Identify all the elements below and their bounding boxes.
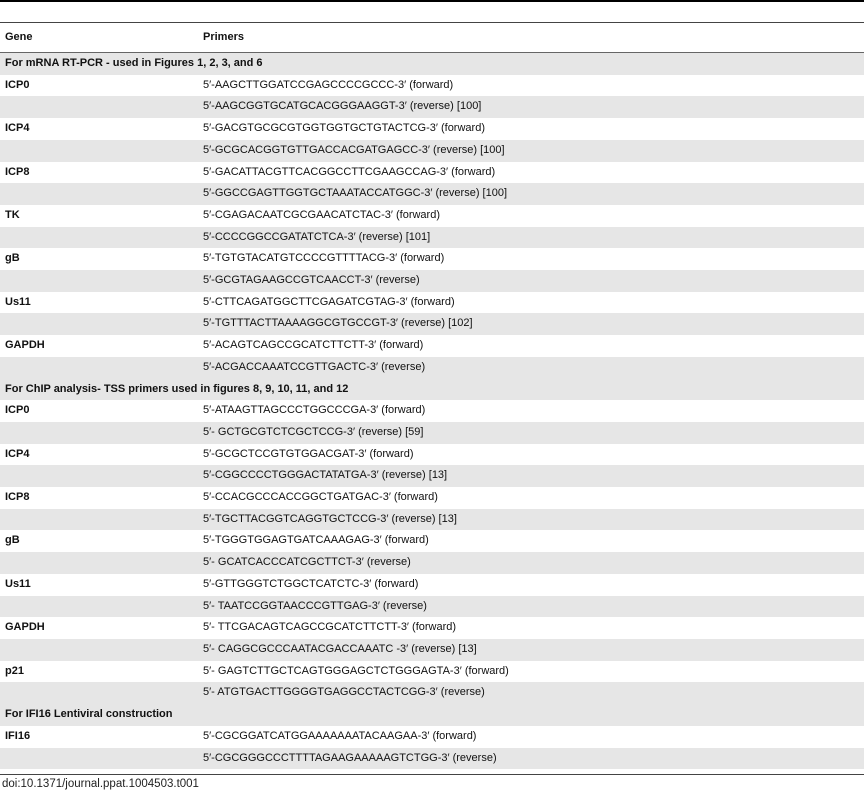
primer-cell: 5′-TGTGTACATGTCCCCGTTTTACG-3′ (forward) — [203, 252, 445, 265]
gene-cell: ICP8 — [5, 165, 30, 178]
table-row — [0, 205, 864, 227]
gene-cell: ICP4 — [5, 122, 30, 135]
primer-cell: 5′-TGGGTGGAGTGATCAAAGAG-3′ (forward) — [203, 534, 429, 547]
gene-cell — [0, 465, 198, 487]
section-label: For mRNA RT-PCR - used in Figures 1, 2, 3, and 6 — [0, 53, 864, 75]
table-row — [0, 661, 864, 683]
primer-cell: 5′- TTCGACAGTCAGCCGCATCTTCTT-3′ (forward) — [203, 621, 457, 634]
gene-cell — [0, 682, 198, 704]
gene-cell — [0, 509, 198, 531]
doi-caption: doi:10.1371/journal.ppat.1004503.t001 — [2, 778, 199, 790]
table-row — [0, 357, 864, 379]
primer-cell: 5′-GCGTAGAAGCCGTCAACCT-3′ (reverse) — [198, 270, 864, 292]
primer-cell: 5′-CGAGACAATCGCGAACATCTAC-3′ (forward) — [203, 208, 440, 221]
table-row — [0, 75, 864, 97]
primer-cell: 5′-TGTTTACTTAAAAGGCGTGCCGT-3′ (reverse) [102] — [198, 313, 864, 335]
gene-cell — [0, 639, 198, 661]
primer-cell: 5′-GACATTACGTTCACGGCCTTCGAAGCCAG-3′ (forward) — [203, 165, 496, 178]
table-row — [0, 487, 864, 509]
gene-cell — [0, 596, 198, 618]
gene-cell: Us11 — [5, 295, 31, 308]
primer-cell: 5′-CGCGGATCATGGAAAAAAATACAAGAA-3′ (forward) — [203, 729, 477, 742]
gene-cell — [0, 357, 198, 379]
primer-cell: 5′- ATGTGACTTGGGGTGAGGCCTACTCGG-3′ (reverse) — [198, 682, 864, 704]
gene-cell: Us11 — [5, 577, 31, 590]
gene-cell — [0, 748, 198, 770]
primer-cell: 5′-ATAAGTTAGCCCTGGCCCGA-3′ (forward) — [203, 404, 426, 417]
gene-cell: TK — [5, 208, 20, 221]
gene-cell — [0, 140, 198, 162]
section-label: For ChIP analysis- TSS primers used in figures 8, 9, 10, 11, and 12 — [0, 379, 864, 401]
table-row — [0, 617, 864, 639]
table-row — [0, 465, 864, 487]
table-row — [0, 162, 864, 184]
gene-cell: ICP0 — [5, 78, 30, 91]
primer-cell: 5′-CGGCCCCTGGGACTATATGA-3′ (reverse) [13] — [198, 465, 864, 487]
table-row — [0, 682, 864, 704]
primer-cell: 5′-GACGTGCGCGTGGTGGTGCTGTACTCG-3′ (forward) — [203, 122, 485, 135]
primer-cell: 5′- GCATCACCCATCGCTTCT-3′ (reverse) — [198, 552, 864, 574]
table-row — [0, 574, 864, 596]
table-row — [0, 183, 864, 205]
gene-cell: ICP0 — [5, 404, 30, 417]
table-row — [0, 726, 864, 748]
gene-cell: GAPDH — [5, 621, 45, 634]
section-label: For IFI16 Lentiviral construction — [0, 704, 864, 726]
table-row — [0, 400, 864, 422]
gene-cell — [0, 422, 198, 444]
primer-cell: 5′-GCGCTCCGTGTGGACGAT-3′ (forward) — [203, 447, 414, 460]
gene-cell — [0, 552, 198, 574]
table-row — [0, 227, 864, 249]
primer-cell: 5′-CCCCGGCCGATATCTCA-3′ (reverse) [101] — [198, 227, 864, 249]
table-row — [0, 444, 864, 466]
primer-cell: 5′-CGCGGGCCCTTTTAGAAGAAAAAGTCTGG-3′ (reverse) — [198, 748, 864, 770]
primer-cell: 5′-GGCCGAGTTGGTGCTAAATACCATGGC-3′ (reverse) [100] — [198, 183, 864, 205]
table-row — [0, 292, 864, 314]
gene-cell: ICP8 — [5, 491, 30, 504]
table-bottom-rule — [0, 774, 864, 775]
table-row — [0, 748, 864, 770]
gene-cell: gB — [5, 252, 20, 265]
primer-cell: 5′-GTTGGGTCTGGCTCATCTC-3′ (forward) — [203, 577, 419, 590]
primer-cell: 5′- CAGGCGCCCAATACGACCAAATC -3′ (reverse) [13] — [198, 639, 864, 661]
table-row — [0, 639, 864, 661]
gene-cell: IFI16 — [5, 729, 31, 742]
gene-cell: GAPDH — [5, 339, 45, 352]
table-row — [0, 270, 864, 292]
primer-cell: 5′- GAGTCTTGCTCAGTGGGAGCTCTGGGAGTA-3′ (forward) — [203, 664, 509, 677]
table-body — [0, 53, 864, 770]
table-row — [0, 596, 864, 618]
table-header-row — [0, 23, 864, 53]
primer-cell: 5′-AAGCTTGGATCCGAGCCCCGCCC-3′ (forward) — [203, 78, 454, 91]
table-row — [0, 118, 864, 140]
gene-cell — [0, 313, 198, 335]
section-header-row — [0, 704, 864, 726]
gene-cell — [0, 227, 198, 249]
primer-cell: 5′-TGCTTACGGTCAGGTGCTCCG-3′ (reverse) [13] — [198, 509, 864, 531]
table-row — [0, 530, 864, 552]
table-row — [0, 96, 864, 118]
primer-cell: 5′-AAGCGGTGCATGCACGGGAAGGT-3′ (reverse) [100] — [198, 96, 864, 118]
section-header-row — [0, 379, 864, 401]
gene-cell — [0, 96, 198, 118]
primer-cell: 5′-CCACGCCCACCGGCTGATGAC-3′ (forward) — [203, 491, 438, 504]
gene-cell — [0, 270, 198, 292]
table-row — [0, 335, 864, 357]
gene-column-header: Gene — [0, 23, 198, 53]
gene-cell: ICP4 — [5, 447, 30, 460]
primer-cell: 5′- TAATCCGGTAACCCGTTGAG-3′ (reverse) — [198, 596, 864, 618]
primer-cell: 5′-ACGACCAAATCCGTTGACTC-3′ (reverse) — [198, 357, 864, 379]
table-row — [0, 313, 864, 335]
primer-cell: 5′-ACAGTCAGCCGCATCTTCTT-3′ (forward) — [203, 339, 424, 352]
table-row — [0, 552, 864, 574]
primer-table — [0, 23, 864, 769]
primer-cell: 5′- GCTGCGTCTCGCTCCG-3′ (reverse) [59] — [198, 422, 864, 444]
table-row — [0, 422, 864, 444]
table-row — [0, 509, 864, 531]
table-row — [0, 140, 864, 162]
gene-cell — [0, 183, 198, 205]
section-header-row — [0, 53, 864, 75]
primer-cell: 5′-CTTCAGATGGCTTCGAGATCGTAG-3′ (forward) — [203, 295, 455, 308]
primer-cell: 5′-GCGCACGGTGTTGACCACGATGAGCC-3′ (reverse) [100] — [198, 140, 864, 162]
table-row — [0, 248, 864, 270]
primers-column-header: Primers — [198, 23, 864, 53]
gene-cell: gB — [5, 534, 20, 547]
table-top-rule — [0, 0, 864, 2]
gene-cell: p21 — [5, 664, 24, 677]
